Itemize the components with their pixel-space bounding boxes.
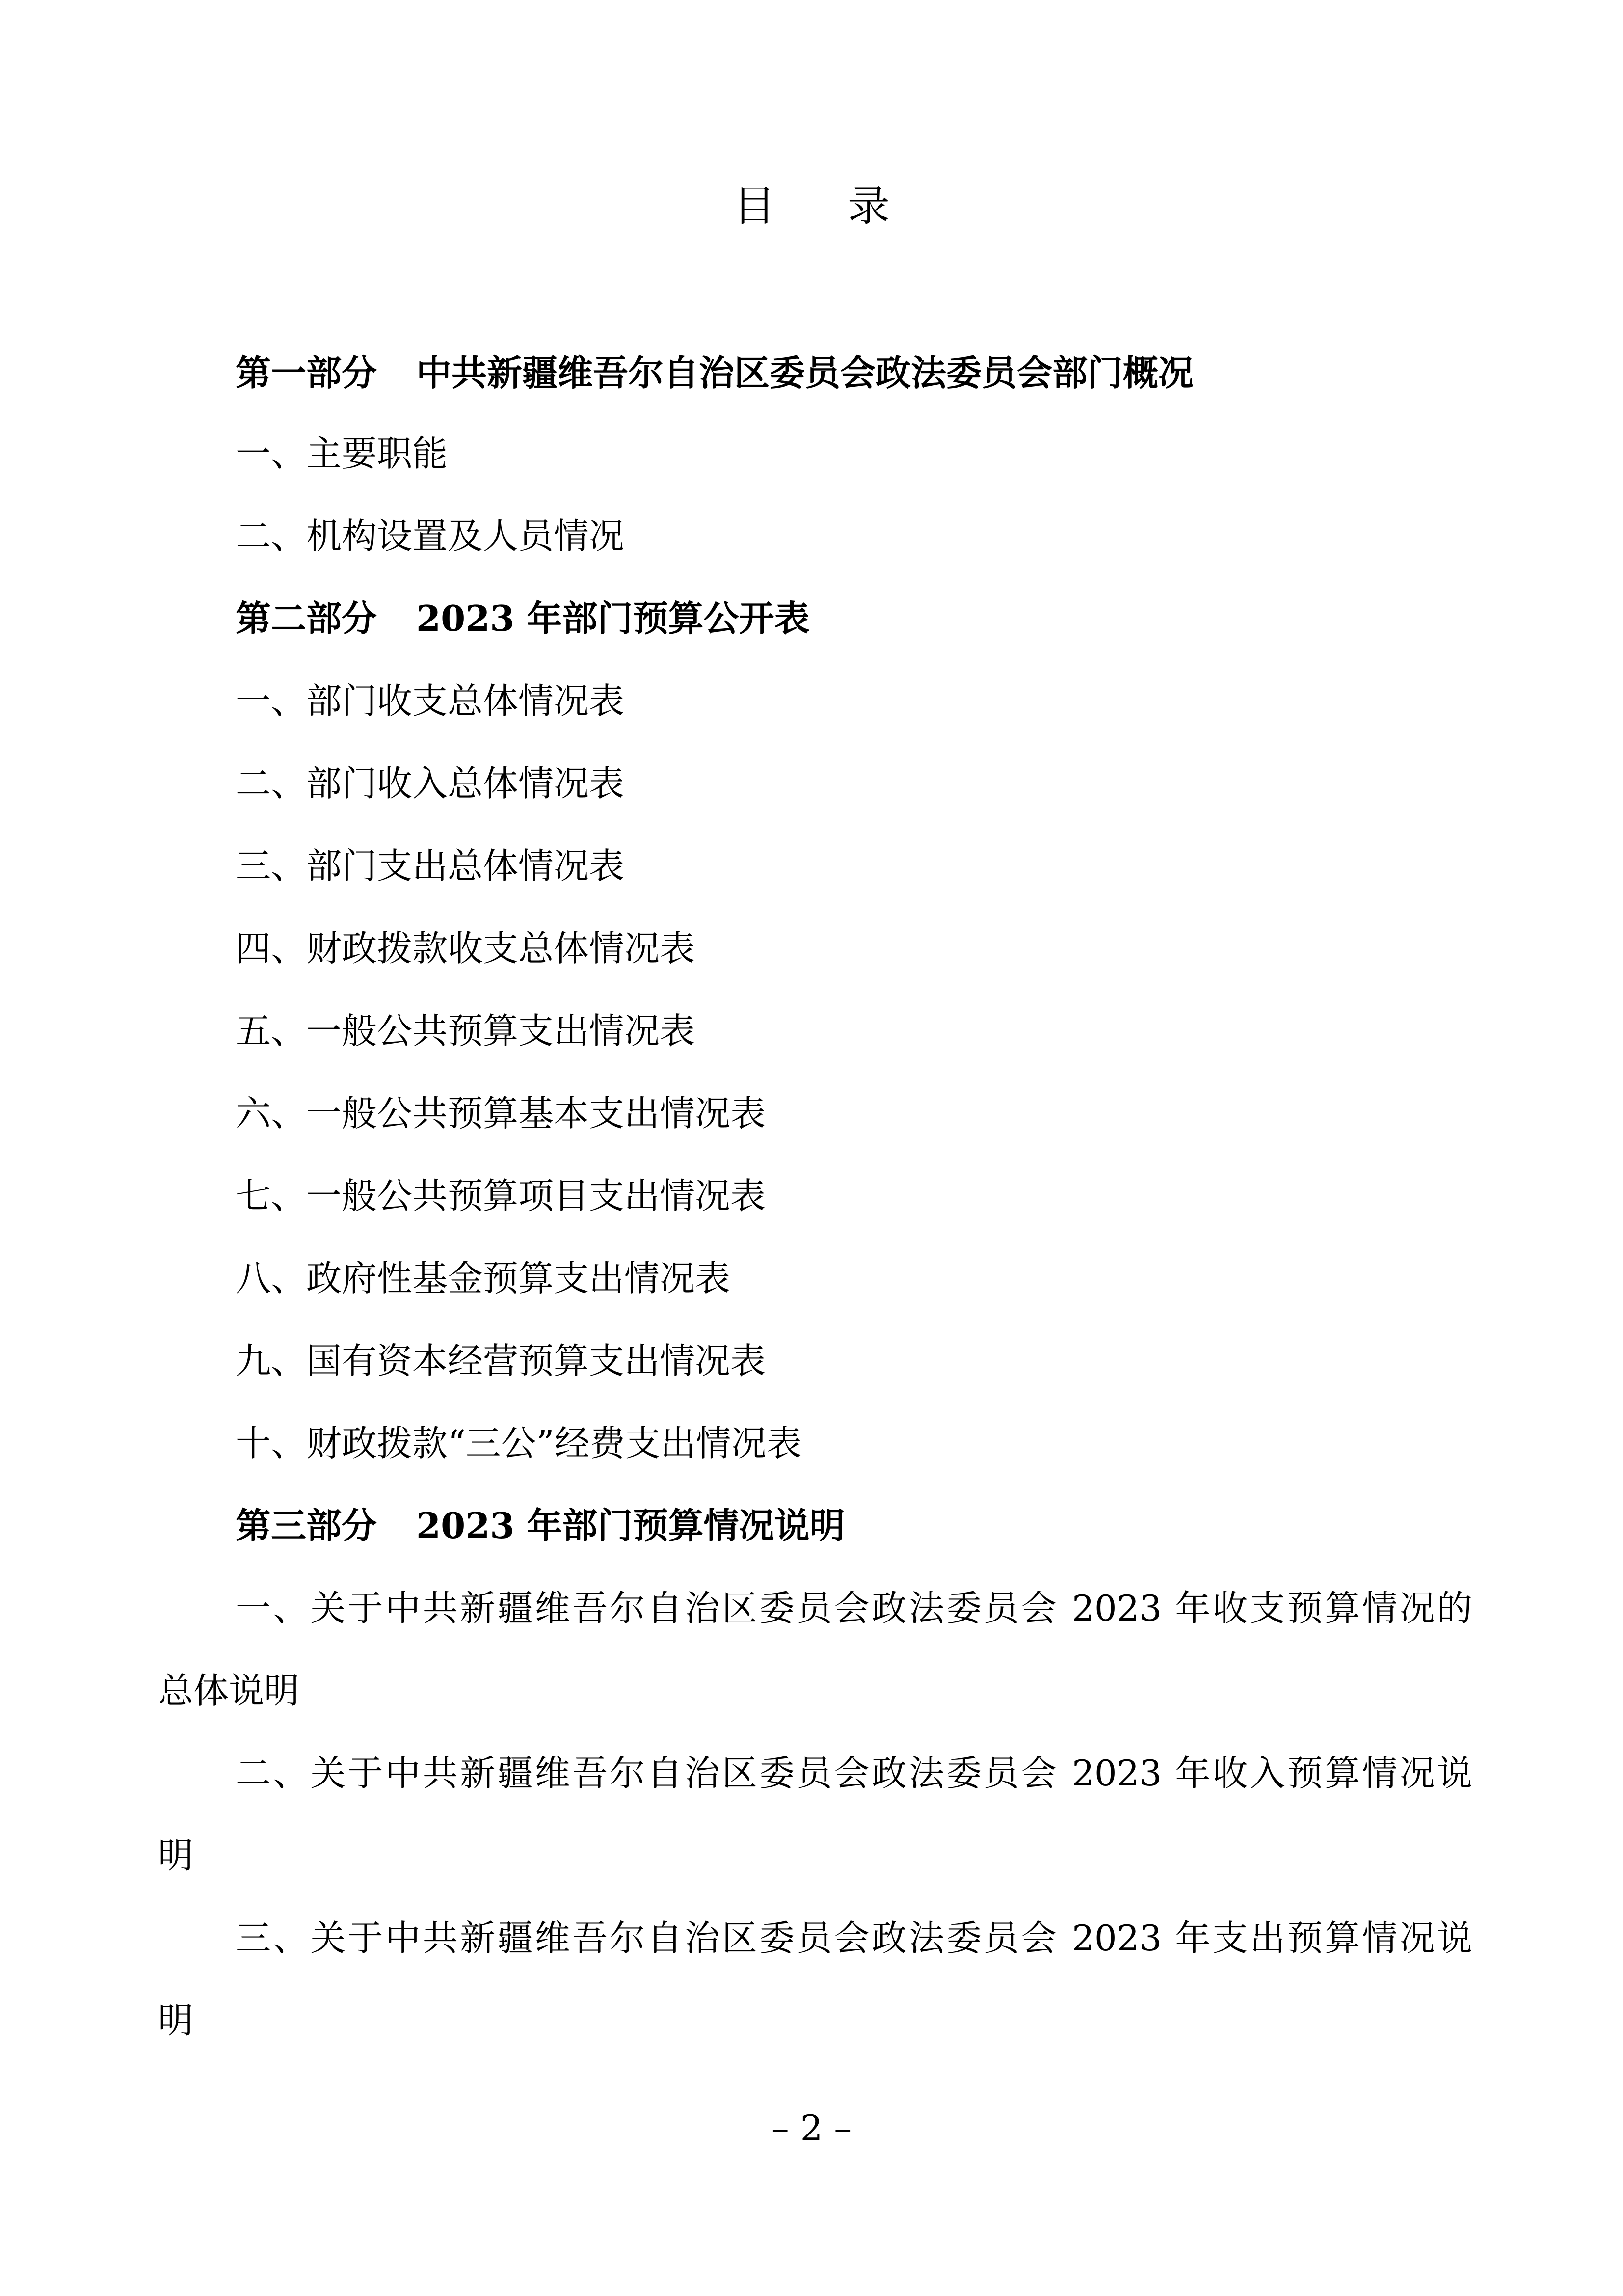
part2-item-4: 四、财政拨款收支总体情况表 bbox=[236, 928, 695, 969]
toc-title: 目 录 bbox=[733, 182, 920, 231]
part3-item-1-line2: 总体说明 bbox=[158, 1670, 300, 1711]
part2-item-9: 九、国有资本经营预算支出情况表 bbox=[236, 1340, 766, 1381]
part1-label: 第一部分 bbox=[236, 352, 377, 394]
part1-heading bbox=[236, 346, 1194, 400]
part3-item-3-line1: 三、关于中共新疆维吾尔自治区委员会政法委员会 2023 年支出预算情况说 bbox=[236, 1918, 1472, 1959]
part3-label: 第三部分 bbox=[236, 1505, 377, 1546]
part2-heading bbox=[236, 592, 809, 646]
part2-item-7: 七、一般公共预算项目支出情况表 bbox=[236, 1175, 766, 1216]
part3-item-2-line1: 二、关于中共新疆维吾尔自治区委员会政法委员会 2023 年收入预算情况说 bbox=[236, 1753, 1472, 1794]
part2-item-1: 一、部门收支总体情况表 bbox=[236, 680, 625, 722]
part3-item-1-line1: 一、关于中共新疆维吾尔自治区委员会政法委员会 2023 年收支预算情况的 bbox=[236, 1588, 1472, 1629]
part1-item-1: 一、主要职能 bbox=[236, 433, 448, 474]
part3-item-2-line2: 明 bbox=[158, 1835, 194, 1876]
part2-title: 2023 年部门预算公开表 bbox=[416, 597, 810, 639]
part2-item-5: 五、一般公共预算支出情况表 bbox=[236, 1010, 695, 1052]
part1-item-2: 二、机构设置及人员情况 bbox=[236, 515, 625, 557]
part1-title: 中共新疆维吾尔自治区委员会政法委员会部门概况 bbox=[416, 352, 1194, 394]
part2-item-2: 二、部门收入总体情况表 bbox=[236, 763, 625, 804]
part2-item-6: 六、一般公共预算基本支出情况表 bbox=[236, 1093, 766, 1134]
part2-item-10: 十、财政拨款“三公”经费支出情况表 bbox=[236, 1423, 802, 1464]
part3-heading bbox=[236, 1499, 845, 1553]
part2-item-3: 三、部门支出总体情况表 bbox=[236, 845, 625, 887]
part2-item-8: 八、政府性基金预算支出情况表 bbox=[236, 1258, 731, 1299]
part3-item-3-line2: 明 bbox=[158, 2000, 194, 2041]
page-number: – 2 – bbox=[771, 2107, 852, 2149]
part3-title: 2023 年部门预算情况说明 bbox=[416, 1505, 845, 1546]
part2-label: 第二部分 bbox=[236, 597, 377, 639]
